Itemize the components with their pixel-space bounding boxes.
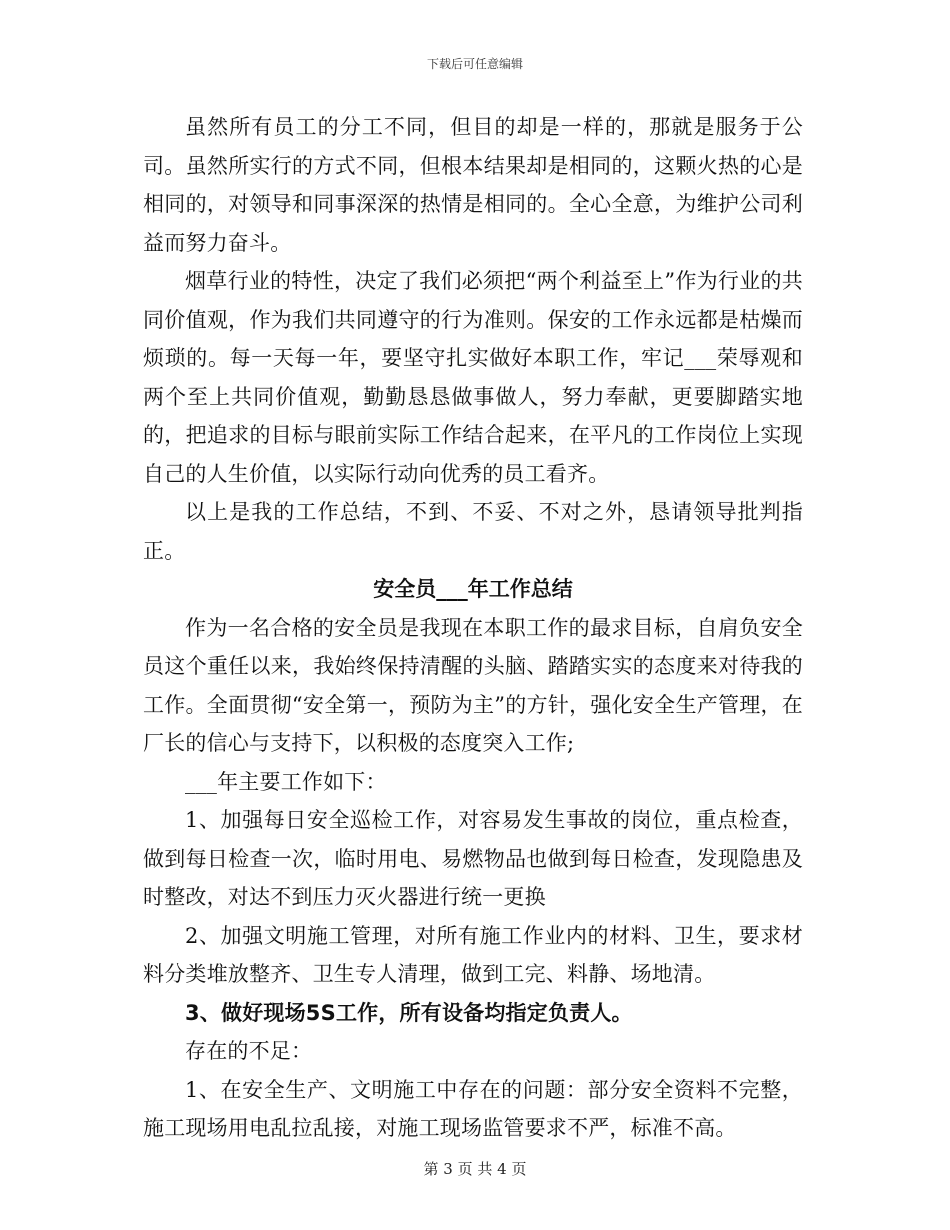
list-item-shortcoming-1: 1、在安全生产、文明施工中存在的问题：部分安全资料不完整，施工现场用电乱拉乱接，对施工现场监管要求不严，标准不高。 [143,1077,803,1140]
list-item-5s: 3、做好现场5S工作，所有设备均指定负责人。 [185,1000,633,1025]
paragraph-intro: 作为一名合格的安全员是我现在本职工作的最求目标，自肩负安全员这个重任以来，我始终保持清醒的头脑、踏踏实实的态度来对待我的工作。全面贯彻“安全第一，预防为主”的方针，强化安全生产管理，在厂长的信心与支持下，以积极的态度突入工作; [143,615,803,755]
paragraph-conclusion: 以上是我的工作总结，不到、不妥、不对之外，恳请领导批判指正。 [143,500,803,563]
list-item-civilized-construction: 2、加强文明施工管理，对所有施工作业内的材料、卫生，要求材料分类堆放整齐、卫生专人清理，做到工完、料静、场地清。 [143,923,803,986]
document-body [143,108,803,1148]
paragraph-shortcomings-heading: 存在的不足： [185,1039,313,1063]
paragraph-service: 虽然所有员工的分工不同，但目的却是一样的，那就是服务于公司。虽然所实行的方式不同，但根本结果却是相同的，这颗火热的心是相同的，对领导和同事深深的热情是相同的。全心全意，为维护公司利益而努力奋斗。 [143,115,803,255]
section-title: 安全员___年工作总结 [373,577,573,601]
page-header: 下载后可任意编辑 [426,57,523,71]
paragraph-work-heading: ___年主要工作如下： [185,769,387,794]
list-item-inspection: 1、加强每日安全巡检工作，对容易发生事故的岗位，重点检查，做到每日检查一次，临时用电、易燃物品也做到每日检查，发现隐患及时整改，对达不到压力灭火器进行统一更换 [143,808,803,909]
paragraph-tobacco-values: 烟草行业的特性，决定了我们必须把“两个利益至上”作为行业的共同价值观，作为我们共同遵守的行为准则。保安的工作永远都是枯燥而烦琐的。每一天每一年，要坚守扎实做好本职工作，牢记___荣辱观和两个至上共同价值观，勤勤恳恳做事做人，努力奉献，更要脚踏实地的，把追求的目标与眼前实际工作结合起来，在平凡的工作岗位上实现自己的人生价值，以实际行动向优秀的员工看齐。 [143,269,803,486]
page-footer: 第 3 页 共 4 页 [423,1160,527,1178]
